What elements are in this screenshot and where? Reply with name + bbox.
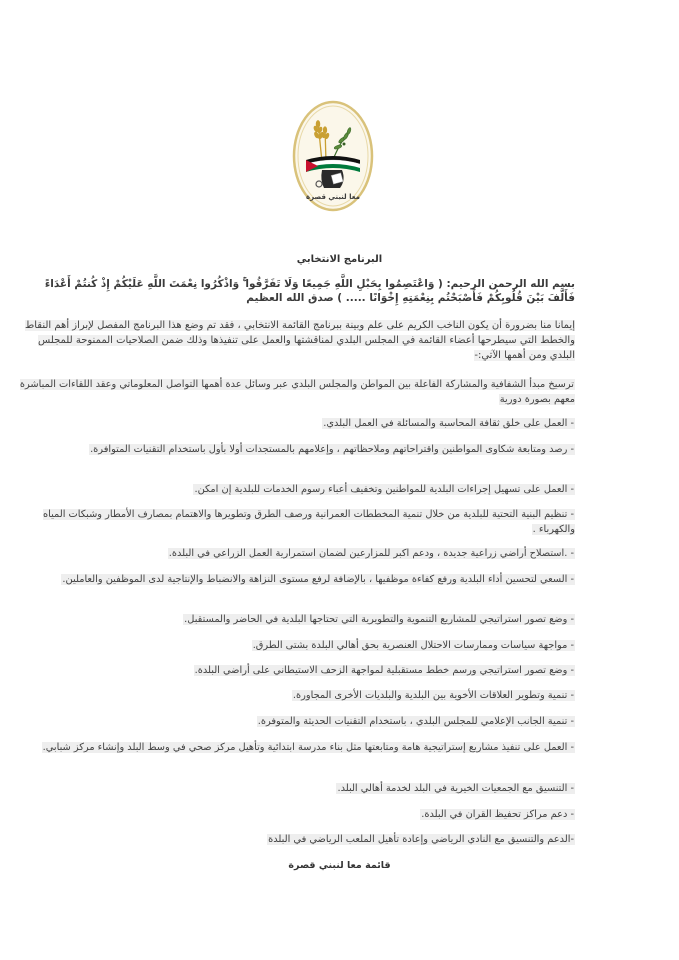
- list-item-text: - وضع تصور استراتيجي ورسم خطط مستقبلية لمواجهة الزحف الاستيطاني على أراضي البلدة.: [194, 665, 574, 676]
- list-item-text: - وضع تصور استراتيجي للمشاريع التنموية والتطويرية التي تحتاجها البلدية في الحاضر والمستقبل.: [184, 614, 574, 625]
- campaign-logo-emblem: [292, 100, 374, 212]
- list-item: [15, 781, 575, 796]
- list-item: [15, 507, 575, 537]
- list-item-text: - مواجهة سياسات وممارسات الاحتلال العنصرية بحق أهالي البلدة بشتى الطرق.: [252, 640, 574, 651]
- list-item: [15, 638, 575, 653]
- list-item-text: - .استصلاح أراضي زراعية جديدة ، ودعم اكبر للمزارعين لضمان استمرارية العمل الزراعي في البلدة.: [168, 548, 574, 559]
- list-item-text: - تنظيم البنية التحتية للبلدية من خلال تنمية المخططات العمرانية ورصف الطرق وتطويرها والاهتمام بمصارف الأمطار وشبكات المياه والكهرباء .: [42, 509, 575, 535]
- list-item: [15, 663, 575, 678]
- list-item-text: - العمل على تسهيل إجراءات البلدية للمواطنين وتخفيف أعباء رسوم الخدمات للبلدية إن امكن.: [194, 484, 574, 495]
- list-item: [15, 572, 575, 587]
- intro-paragraph: [15, 318, 575, 363]
- list-item: [15, 482, 575, 497]
- list-item-text: -الدعم والتنسيق مع النادي الرياضي وإعادة تأهيل الملعب الرياضي في البلدة: [268, 834, 574, 845]
- list-item: [15, 714, 575, 729]
- list-item: [15, 546, 575, 561]
- list-item-text: - العمل على خلق ثقافة المحاسبة والمسائلة في العمل البلدي.: [323, 418, 574, 429]
- list-item-text: - التنسيق مع الجمعيات الخيرية في البلد لخدمة أهالي البلد.: [337, 783, 574, 794]
- list-item-text: - رصد ومتابعة شكاوى المواطنين واقتراحاتهم وملاحظاتهم ، وإعلامهم بالمستجدات أولا بأول باستخدام التقنيات المتوافرة.: [90, 444, 574, 455]
- logo-slogan: معا لنبني قصرة: [305, 193, 361, 201]
- document-title: البرنامج الانتخابي: [296, 254, 383, 265]
- list-item-text: ترسيخ مبدأ الشفافية والمشاركة الفاعلة بين المواطن والمجلس البلدي عبر وسائل عدة أهمها التواصل المعلوماتي وعقد اللقاءات المباشرة معهم بصورة دورية: [19, 379, 575, 405]
- list-item: [15, 416, 575, 431]
- list-item: [15, 807, 575, 822]
- list-item: [15, 832, 575, 847]
- intro-paragraph-text: إيمانا منا بضرورة أن يكون الناخب الكريم على علم وبينة ببرنامج القائمة الانتخابي ، فقد تم وضع هذا البرنامج المفصل لإبراز أهم النقاط والخطط التي سيطرحها أعضاء القائمة في المجلس البلدي لمناقشتها والعمل على تنفيذها وذلك ضمن الصلاحيات الممنوحة للمجلس البلدي ومن أهمها الآتي:-: [25, 320, 575, 361]
- list-item: [15, 442, 575, 457]
- list-item-text: - السعي لتحسين أداء البلدية ورفع كفاءة موظفيها ، بالإضافة لرفع مستوى النزاهة والانضباط والإنتاجية لدى الموظفين والعاملين.: [62, 574, 574, 585]
- list-item: [15, 740, 575, 755]
- list-item: [15, 688, 575, 703]
- list-item-text: - العمل على تنفيذ مشاريع إستراتيجية هامة ومتابعتها مثل بناء مدرسة ابتدائية وتأهيل مركز صحي في وسط البلد وإنشاء مركز شبابي.: [42, 742, 574, 753]
- list-item: [15, 612, 575, 627]
- list-item: [15, 377, 575, 407]
- list-signature: قائمة معا لنبني قصرة: [288, 860, 391, 871]
- list-item-text: - تنمية وتطوير العلاقات الأخوية بين البلدية والبلديات الأخرى المجاورة.: [292, 690, 574, 701]
- quran-verse: بسم الله الرحمن الرحيم: ( وَاعْتَصِمُوا بِحَبْلِ اللَّهِ جَمِيعًا وَلَا تَفَرَّقُوا ۚ وَاذْكُرُوا نِعْمَتَ اللَّهِ عَلَيْكُمْ إِذْ كُنتُمْ أَعْدَاءً فَأَلَّفَ بَيْنَ قُلُوبِكُمْ فَأَصْبَحْتُم بِنِعْمَتِهِ إِخْوَانًا ..... ) صدق الله العظيم: [44, 278, 575, 304]
- list-item-text: - تنمية الجانب الإعلامي للمجلس البلدي ، باستخدام التقنيات الحديثة والمتوفرة.: [257, 716, 574, 727]
- list-item-text: - دعم مراكز تحفيظ القران في البلدة.: [421, 809, 574, 820]
